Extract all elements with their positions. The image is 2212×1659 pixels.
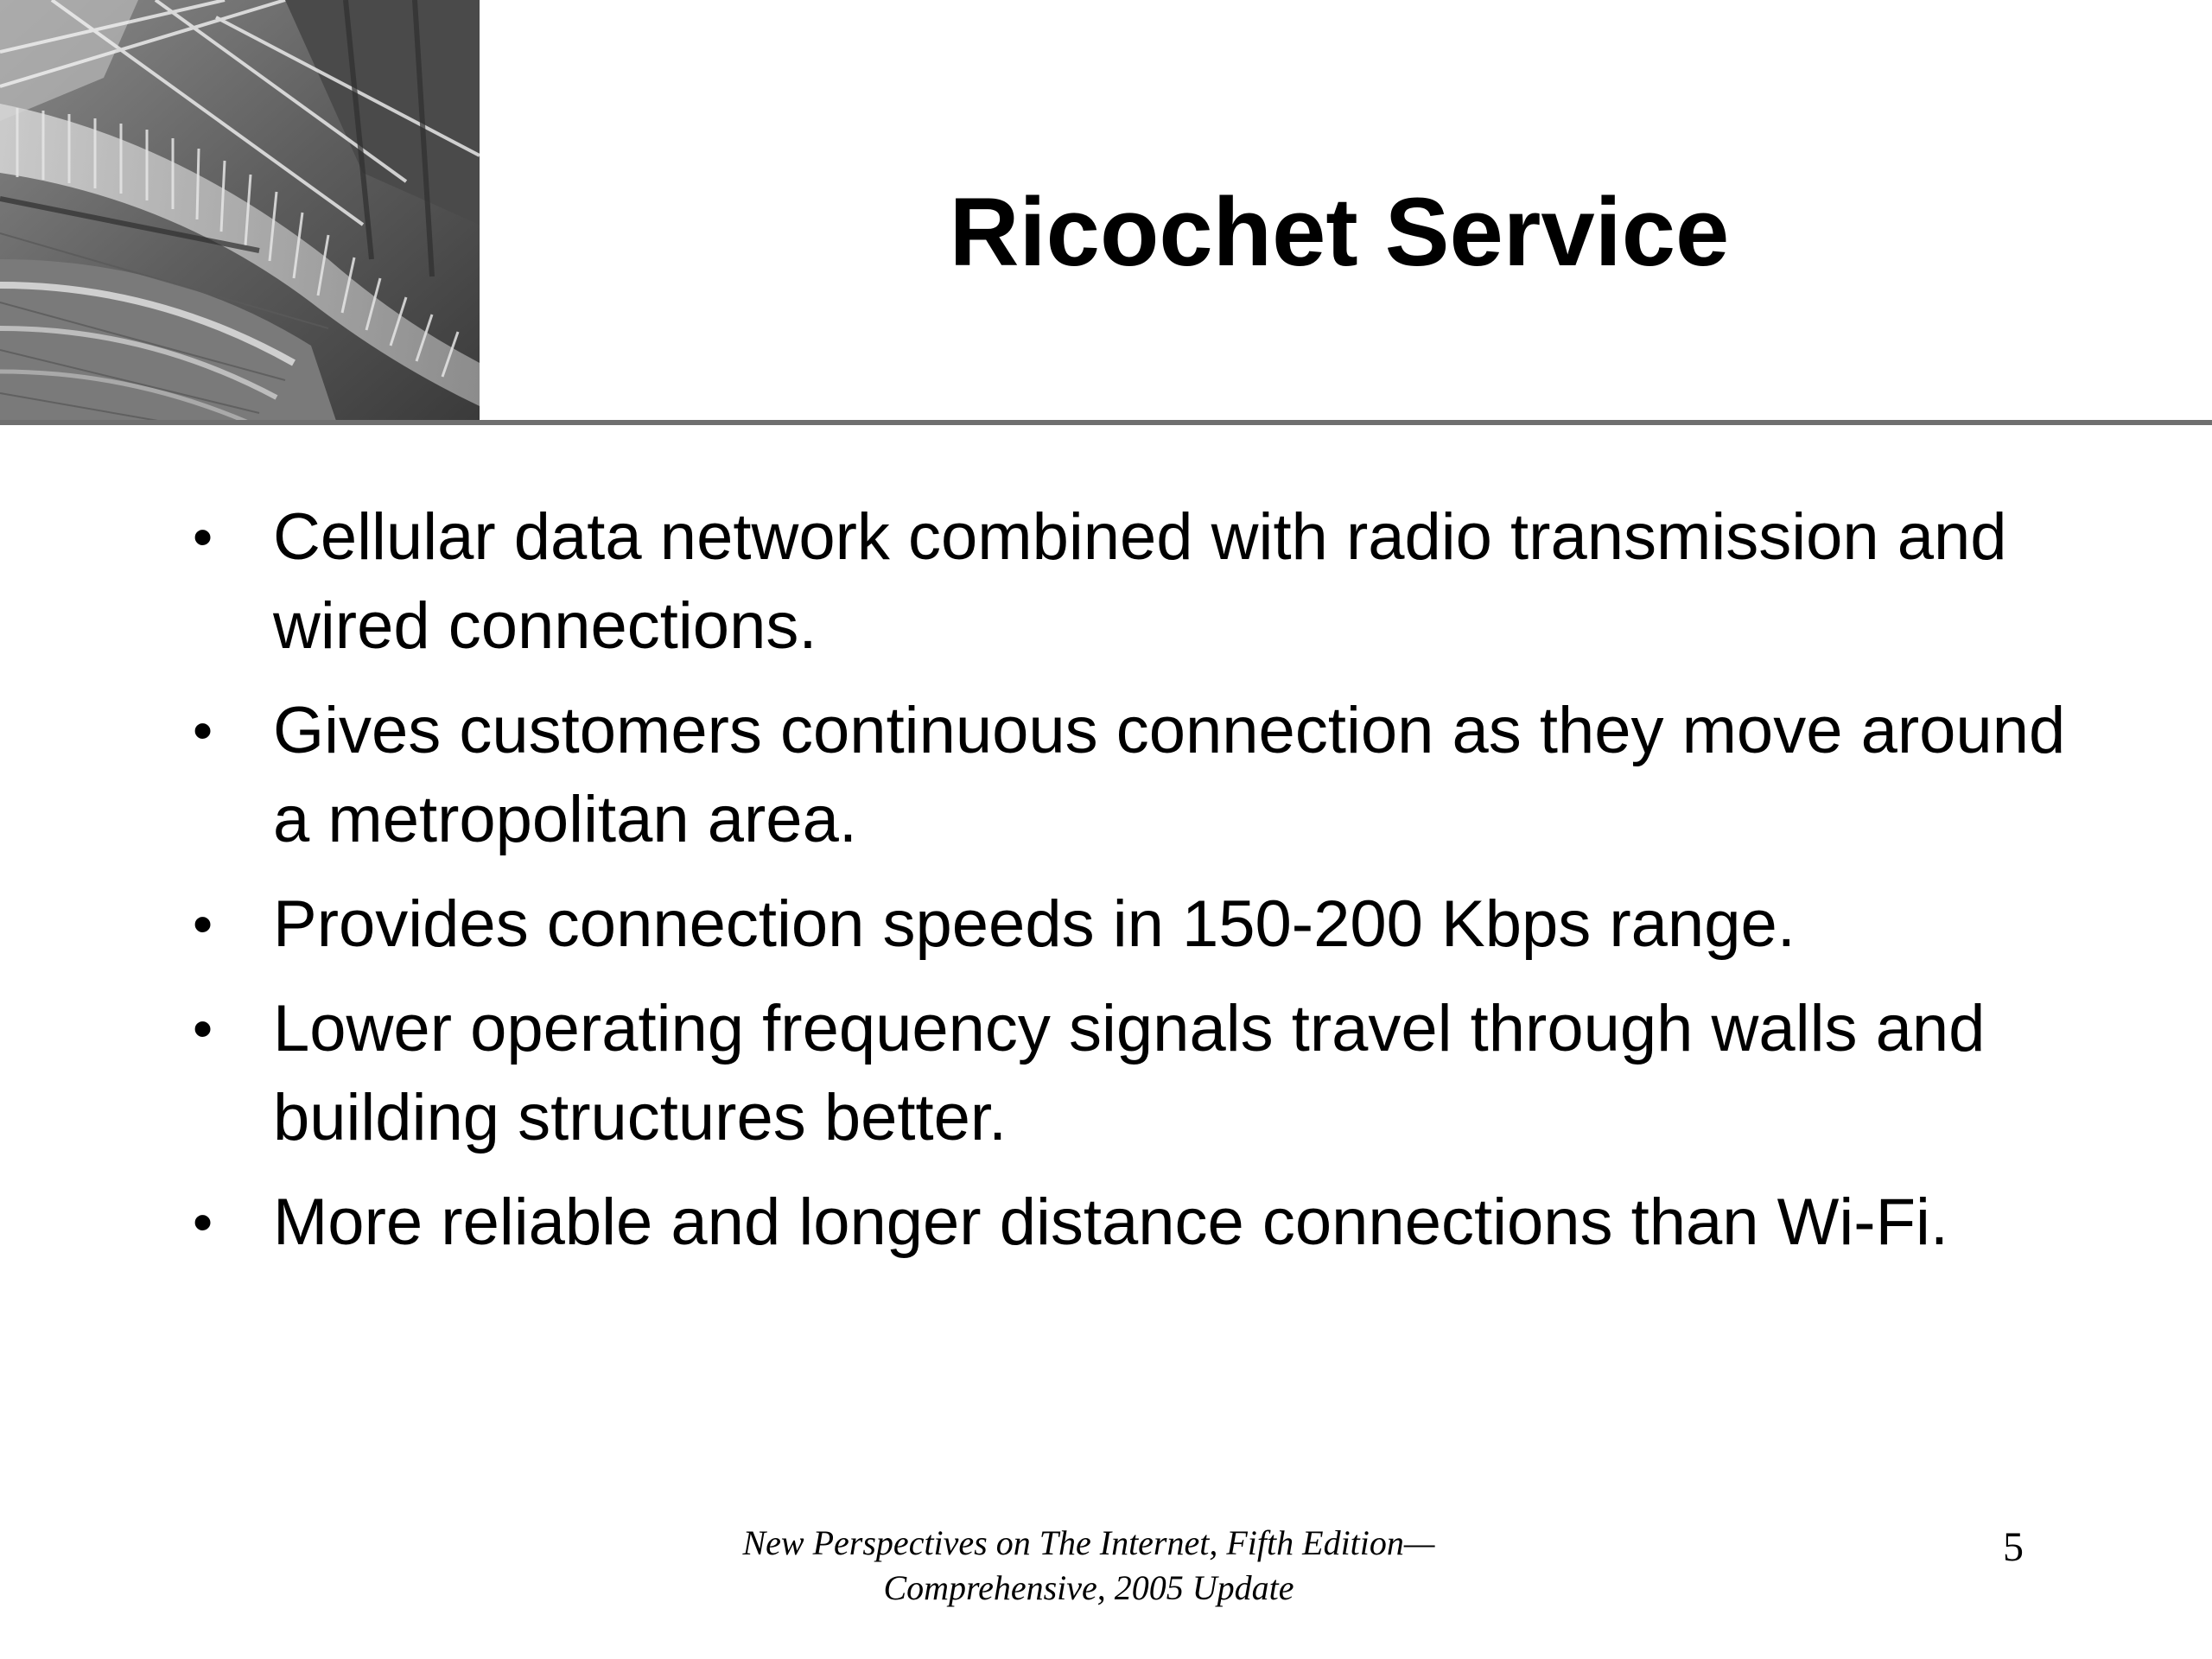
footer-line-2: Comprehensive, 2005 Update [883, 1568, 1294, 1607]
bullet-item [181, 880, 2082, 969]
header-divider-rule [0, 420, 2212, 425]
bullet-item [181, 493, 2082, 671]
bullet-icon: • [193, 698, 213, 762]
footer-citation [605, 1521, 1573, 1611]
bullet-item [181, 984, 2082, 1162]
bullet-text: Gives customers continuous connection as they move around a metropolitan area. [273, 694, 2066, 856]
bullet-list [181, 493, 2082, 1282]
bullet-text: Lower operating frequency signals travel through walls and building structures better. [273, 992, 1986, 1154]
header-photo [0, 0, 480, 423]
page-number: 5 [2003, 1524, 2024, 1570]
steel-roof-structure-image [0, 0, 480, 423]
bullet-icon: • [193, 1190, 213, 1254]
bullet-icon: • [193, 505, 213, 569]
bullet-text: Provides connection speeds in 150-200 Kbps range. [273, 887, 1796, 961]
bullet-icon: • [193, 996, 213, 1060]
bullet-text: Cellular data network combined with radio transmission and wired connections. [273, 500, 2007, 663]
slide-title: Ricochet Service [949, 178, 1730, 286]
bullet-item [181, 686, 2082, 864]
bullet-icon: • [193, 892, 213, 956]
footer-line-1: New Perspectives on The Internet, Fifth Edition— [742, 1523, 1435, 1562]
bullet-text: More reliable and longer distance connections than Wi-Fi. [273, 1185, 1949, 1259]
bullet-item [181, 1178, 2082, 1267]
